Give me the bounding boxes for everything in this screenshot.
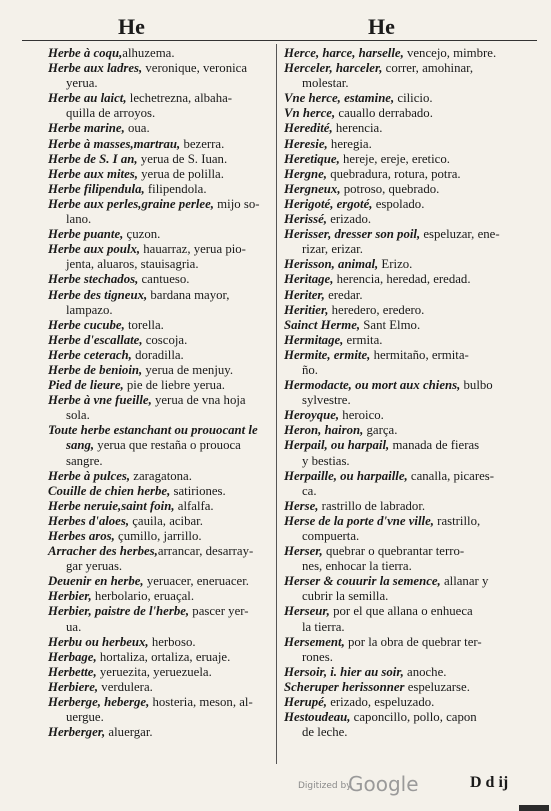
entry-translation: zaragatona. <box>130 468 192 483</box>
dictionary-entry-line <box>284 589 524 604</box>
entry-translation: espeluzarse. <box>404 679 470 694</box>
entry-translation: doradilla. <box>131 347 184 362</box>
entry-translation: erizado, espeluzado. <box>327 695 435 710</box>
dictionary-entry-line <box>48 454 270 469</box>
dictionary-entry-line <box>284 46 524 61</box>
entry-headword: Herseur, <box>284 604 330 619</box>
dictionary-entry-line <box>284 484 524 499</box>
entry-headword: Heritier, <box>284 302 329 317</box>
dictionary-entry-line <box>284 544 524 559</box>
entry-headword: Heron, hairon, <box>284 423 364 438</box>
entry-headword: Herbe puante, <box>48 227 124 242</box>
entry-translation: veronique, veronica <box>142 61 248 76</box>
entry-translation: por la obra de quebrar ter- <box>344 634 482 649</box>
entry-headword: Herbes aros, <box>48 529 115 543</box>
entry-headword: Herberger, <box>48 725 106 740</box>
entry-translation: canalla, picares- <box>407 468 495 483</box>
entry-continuation: nes, enhocar la tierra. <box>302 559 412 574</box>
entry-headword: Herbe filipendula, <box>48 181 145 196</box>
entry-translation: mijo so- <box>213 196 260 211</box>
entry-headword: Herbe ceterach, <box>48 347 132 362</box>
dictionary-entry-line <box>284 680 524 695</box>
entry-headword: Hersement, <box>284 634 345 649</box>
entry-translation: cantueso. <box>138 272 190 287</box>
entry-translation: rastrillo, <box>433 513 481 528</box>
dictionary-entry-line <box>284 514 524 529</box>
dictionary-entry-line <box>284 665 524 680</box>
entry-translation: çuzon. <box>123 227 161 242</box>
entry-headword: Heritage, <box>284 272 334 287</box>
entry-continuation: sylvestre. <box>302 393 351 408</box>
running-header <box>0 14 551 40</box>
entry-headword: Herbier, paistre de l'herbe, <box>48 604 190 619</box>
dictionary-entry-line <box>284 257 524 272</box>
dictionary-entry-line <box>284 212 524 227</box>
entry-headword: Herbe à vne fueille, <box>48 393 152 408</box>
entry-headword: Deuenir en herbe, <box>48 574 144 589</box>
entry-headword: Herpaille, ou harpaille, <box>284 468 408 483</box>
entry-translation: pascer yer- <box>189 604 249 619</box>
dictionary-entry-line <box>284 137 524 152</box>
dictionary-entry-line <box>284 61 524 76</box>
entry-headword: Vne herce, estamine, <box>284 91 395 106</box>
dictionary-entry-line <box>48 152 270 167</box>
entry-headword: Heroyque, <box>284 408 340 423</box>
dictionary-entry-line <box>284 469 524 484</box>
dictionary-entry-line <box>48 680 270 695</box>
entry-continuation: yerua. <box>66 76 98 91</box>
entry-continuation: jenta, aluaros, stauisagria. <box>66 257 199 272</box>
entry-headword: Hermodacte, ou mort aux chiens, <box>284 378 461 393</box>
dictionary-entry-line <box>284 182 524 197</box>
dictionary-entry-line <box>284 454 524 469</box>
dictionary-entry-line <box>48 544 270 559</box>
dictionary-entry-line <box>48 423 270 438</box>
entry-translation: hauarraz, yerua pio- <box>140 242 246 257</box>
dictionary-entry-line <box>284 288 524 303</box>
entry-translation: por el que allana o enhueca <box>329 604 473 619</box>
entry-translation: erizado. <box>327 212 372 227</box>
entry-headword: Herbage, <box>48 649 97 664</box>
entry-headword: Herbe à masses,martrau, <box>48 136 181 151</box>
dictionary-entry-line <box>48 725 270 740</box>
dictionary-entry-line <box>284 106 524 121</box>
dictionary-entry-line <box>284 152 524 167</box>
entry-headword: Hermite, ermite, <box>284 347 371 362</box>
entry-translation: alfalfa. <box>174 498 214 513</box>
dictionary-entry-line <box>284 76 524 91</box>
dictionary-entry-line <box>284 438 524 453</box>
entry-headword: Herbe aux poulx, <box>48 242 141 257</box>
entry-headword: Herupé, <box>284 695 328 710</box>
entry-headword: Herbe à coqu, <box>48 46 123 60</box>
dictionary-entry-line <box>284 423 524 438</box>
entry-headword: Herigoté, ergoté, <box>284 196 373 211</box>
dictionary-entry-line <box>284 559 524 574</box>
entry-translation: Sant Elmo. <box>360 317 421 332</box>
dictionary-entry-line <box>284 529 524 544</box>
dictionary-entry-line <box>284 695 524 710</box>
dictionary-entry-line <box>48 665 270 680</box>
entry-translation: yeruezita, yeruezuela. <box>96 664 212 679</box>
entry-translation: yeruacer, eneruacer. <box>143 574 249 589</box>
dictionary-entry-line <box>48 499 270 514</box>
google-watermark: Google <box>348 772 419 796</box>
dictionary-entry-line <box>284 725 524 740</box>
entry-headword: Herpail, ou harpail, <box>284 438 390 453</box>
entry-continuation: ua. <box>66 619 82 634</box>
entry-continuation: molestar. <box>302 76 349 91</box>
entry-headword: Herbe aux mites, <box>48 166 138 181</box>
entry-translation: herencia. <box>332 121 383 136</box>
entry-translation: arrancar, desarray- <box>157 544 254 559</box>
entry-translation: herbolario, eruaçal. <box>91 589 195 604</box>
entry-continuation: cubrir la semilla. <box>302 589 389 604</box>
entry-translation: hortaliza, ortaliza, eruaje. <box>96 649 231 664</box>
entry-headword: Pied de lieure, <box>48 378 124 393</box>
entry-headword: Herbe à pulces, <box>48 468 131 483</box>
dictionary-entry-line <box>284 378 524 393</box>
dictionary-entry-line <box>48 484 270 499</box>
dictionary-entry-line <box>284 499 524 514</box>
entry-translation: bulbo <box>460 378 493 393</box>
entry-continuation: ño. <box>302 362 318 377</box>
dictionary-entry-line <box>48 589 270 604</box>
entry-headword: Heredité, <box>284 121 333 136</box>
entry-headword: Herbe de S. I an, <box>48 151 138 166</box>
entry-headword: Scheruper herissonner <box>284 679 405 694</box>
entry-translation: herboso. <box>148 634 196 649</box>
dictionary-entry-line <box>284 710 524 725</box>
entry-headword: Herbe stechados, <box>48 272 139 287</box>
entry-translation: rastrillo de labrador. <box>318 498 426 513</box>
entry-continuation: rizar, erizar. <box>302 242 363 257</box>
entry-headword: Arracher des herbes, <box>48 544 158 559</box>
entry-translation: çumillo, jarrillo. <box>114 529 202 543</box>
dictionary-entry-line <box>48 46 270 61</box>
entry-translation: yerua de polilla. <box>137 166 224 181</box>
page-footer <box>0 772 551 802</box>
dictionary-entry-line <box>48 227 270 242</box>
dictionary-entry-line <box>48 559 270 574</box>
entry-headword: Herbe de benioin, <box>48 362 143 377</box>
dictionary-entry-line <box>48 574 270 589</box>
entry-translation: oua. <box>124 121 150 136</box>
entry-headword: Herisser, dresser son poil, <box>284 227 421 242</box>
dictionary-entry-line <box>48 333 270 348</box>
scan-edge-mark <box>519 805 549 811</box>
entry-translation: quebrar o quebrantar terro- <box>322 544 465 559</box>
dictionary-entry-line <box>284 227 524 242</box>
entry-headword: Couille de chien herbe, <box>48 483 171 498</box>
dictionary-entry-line <box>48 408 270 423</box>
dictionary-entry-line <box>48 272 270 287</box>
entry-headword: Hestoudeau, <box>284 710 351 725</box>
entry-continuation: quilla de arroyos. <box>66 106 156 121</box>
entry-headword: Herbier, <box>48 589 92 604</box>
entry-continuation: uergue. <box>66 710 104 725</box>
entry-headword: Herbe marine, <box>48 121 125 136</box>
running-head-right: He <box>368 14 395 39</box>
dictionary-entry-line <box>284 91 524 106</box>
entry-headword: Herbe cucube, <box>48 317 125 332</box>
entry-translation: caponcillo, pollo, capon <box>350 710 477 725</box>
entry-translation: bardana mayor, <box>147 287 230 302</box>
entry-translation: ermita. <box>343 332 383 347</box>
entry-headword: Herbe d'escallate, <box>48 332 143 347</box>
entry-headword: Herse, <box>284 498 319 513</box>
dictionary-entry-line <box>48 438 270 453</box>
entry-translation: eredar. <box>324 287 363 302</box>
dictionary-entry-line <box>48 137 270 152</box>
entry-translation: alhuzema. <box>122 46 175 60</box>
entry-continuation: sola. <box>66 408 90 423</box>
dictionary-entry-line <box>48 121 270 136</box>
entry-headword: Herbes d'aloes, <box>48 513 130 528</box>
dictionary-entry-line <box>48 167 270 182</box>
dictionary-entry-line <box>48 710 270 725</box>
entry-continuation: y bestias. <box>302 453 350 468</box>
dictionary-entry-line <box>48 242 270 257</box>
dictionary-entry-line <box>284 574 524 589</box>
entry-translation: hosteria, meson, al- <box>149 695 253 710</box>
entry-headword: Herceler, harceler, <box>284 61 383 76</box>
entry-translation: hereje, ereje, eretico. <box>339 151 450 166</box>
entry-translation: hermitaño, ermita- <box>370 347 469 362</box>
dictionary-entry-line <box>48 348 270 363</box>
entry-translation: lechetrezna, albaha- <box>126 91 233 106</box>
entry-translation: allanar y <box>440 574 489 589</box>
entry-headword: Vn herce, <box>284 106 336 121</box>
entry-headword: Hergne, <box>284 166 328 181</box>
entry-headword: Sainct Herme, <box>284 317 361 332</box>
dictionary-entry-line <box>48 91 270 106</box>
header-rule <box>22 40 537 41</box>
entry-headword: Herisson, animal, <box>284 257 379 272</box>
entry-translation: anoche. <box>403 664 447 679</box>
entry-headword: Herce, harce, harselle, <box>284 46 404 60</box>
dictionary-entry-line <box>284 348 524 363</box>
entry-headword: Herbu ou herbeux, <box>48 634 149 649</box>
entry-continuation: compuerta. <box>302 529 360 543</box>
entry-headword: Herbe aux ladres, <box>48 61 143 76</box>
dictionary-entry-line <box>284 167 524 182</box>
entry-translation: filipendola. <box>144 181 207 196</box>
entry-continuation: lano. <box>66 212 92 227</box>
entry-continuation: lampazo. <box>66 302 113 317</box>
entry-headword: Hergneux, <box>284 181 341 196</box>
dictionary-entry-line <box>284 197 524 212</box>
entry-translation: quebradura, rotura, potra. <box>327 166 461 181</box>
dictionary-entry-line <box>48 318 270 333</box>
dictionary-entry-line <box>48 182 270 197</box>
entry-translation: Erizo. <box>378 257 413 272</box>
dictionary-entry-line <box>48 514 270 529</box>
entry-translation: heredero, eredero. <box>328 302 425 317</box>
dictionary-entry-line <box>48 303 270 318</box>
entry-headword: Herse de la porte d'vne ville, <box>284 513 434 528</box>
dictionary-entry-line <box>48 76 270 91</box>
entry-translation: coscoja. <box>142 332 188 347</box>
dictionary-entry-line <box>284 393 524 408</box>
entry-translation: cilicio. <box>394 91 433 106</box>
dictionary-entry-line <box>284 121 524 136</box>
entry-headword: Herbe au laict, <box>48 91 127 106</box>
dictionary-entry-line <box>48 604 270 619</box>
entry-continuation: rones. <box>302 649 333 664</box>
entry-translation: pie de liebre yerua. <box>123 378 225 393</box>
entry-headword: Herissé, <box>284 212 328 227</box>
entry-translation: garça. <box>363 423 398 438</box>
entry-headword: Toute herbe estanchant ou prouocant le <box>48 423 258 438</box>
entry-translation: espeluzar, ene- <box>420 227 500 242</box>
entry-continuation: ca. <box>302 483 317 498</box>
dictionary-entry-line <box>48 363 270 378</box>
entry-continuation: gar yeruas. <box>66 559 123 574</box>
entry-headword: Herbe des tigneux, <box>48 287 148 302</box>
entry-headword: Herser, <box>284 544 323 559</box>
entry-translation: correr, amohinar, <box>382 61 474 76</box>
right-column <box>284 46 524 740</box>
entry-translation: heroico. <box>339 408 384 423</box>
entry-translation: potroso, quebrado. <box>340 181 440 196</box>
entry-translation: verdulera. <box>98 679 153 694</box>
entry-headword: Herbe aux perles,graine perlee, <box>48 196 214 211</box>
signature-mark: D d ij <box>470 774 509 791</box>
dictionary-entry-line <box>284 635 524 650</box>
dictionary-entry-line <box>48 378 270 393</box>
dictionary-entry-line <box>284 408 524 423</box>
entry-headword: Heriter, <box>284 287 325 302</box>
dictionary-entry-line <box>48 61 270 76</box>
entry-translation: satiriones. <box>170 483 226 498</box>
dictionary-entry-line <box>284 650 524 665</box>
entry-headword: Herbette, <box>48 664 97 679</box>
entry-headword: Heretique, <box>284 151 340 166</box>
dictionary-entry-line <box>48 469 270 484</box>
entry-translation: torella. <box>124 317 164 332</box>
entry-headword: Herbiere, <box>48 679 99 694</box>
entry-headword: Hersoir, i. hier au soir, <box>284 664 404 679</box>
column-divider <box>276 44 277 764</box>
dictionary-entry-line <box>284 272 524 287</box>
dictionary-entry-line <box>284 318 524 333</box>
entry-continuation: la tierra. <box>302 619 345 634</box>
dictionary-entry-line <box>48 620 270 635</box>
dictionary-entry-line <box>284 333 524 348</box>
entry-translation: cauallo derrabado. <box>335 106 433 121</box>
entry-translation: heregia. <box>327 136 372 151</box>
entry-translation: çauila, acibar. <box>129 513 203 528</box>
dictionary-entry-line <box>48 529 270 544</box>
entry-translation: bezerra. <box>180 136 225 151</box>
entry-translation: yerua de vna hoja <box>151 393 246 408</box>
dictionary-entry-line <box>48 106 270 121</box>
dictionary-entry-line <box>48 212 270 227</box>
entry-translation: espolado. <box>372 196 425 211</box>
entry-continuation: sangre. <box>66 453 103 468</box>
dictionary-entry-line <box>48 257 270 272</box>
left-column <box>48 46 270 740</box>
entry-headword: Herberge, heberge, <box>48 695 150 710</box>
entry-continuation: de leche. <box>302 725 348 740</box>
entry-translation: vencejo, mimbre. <box>403 46 497 60</box>
dictionary-entry-line <box>284 363 524 378</box>
entry-translation: yerua que restaña o prouoca <box>94 438 241 453</box>
dictionary-entry-line <box>48 650 270 665</box>
running-head-left: He <box>118 14 145 39</box>
entry-headword: Herbe neruie,saint foin, <box>48 498 175 513</box>
dictionary-entry-line <box>48 695 270 710</box>
entry-translation: yerua de S. Iuan. <box>137 151 228 166</box>
dictionary-entry-line <box>284 620 524 635</box>
dictionary-entry-line <box>48 635 270 650</box>
entry-headword: sang, <box>66 438 95 453</box>
dictionary-entry-line <box>284 303 524 318</box>
entry-headword: Hermitage, <box>284 332 344 347</box>
dictionary-entry-line <box>48 393 270 408</box>
entry-translation: yerua de menjuy. <box>142 362 234 377</box>
entry-translation: manada de fieras <box>389 438 480 453</box>
entry-headword: Heresie, <box>284 136 328 151</box>
entry-translation: herencia, heredad, eredad. <box>333 272 471 287</box>
dictionary-entry-line <box>284 604 524 619</box>
dictionary-entry-line <box>48 288 270 303</box>
entry-translation: aluergar. <box>105 725 153 740</box>
dictionary-entry-line <box>284 242 524 257</box>
digitized-by-label: Digitized by <box>298 781 352 791</box>
dictionary-entry-line <box>48 197 270 212</box>
entry-headword: Herser & couurir la semence, <box>284 574 441 589</box>
